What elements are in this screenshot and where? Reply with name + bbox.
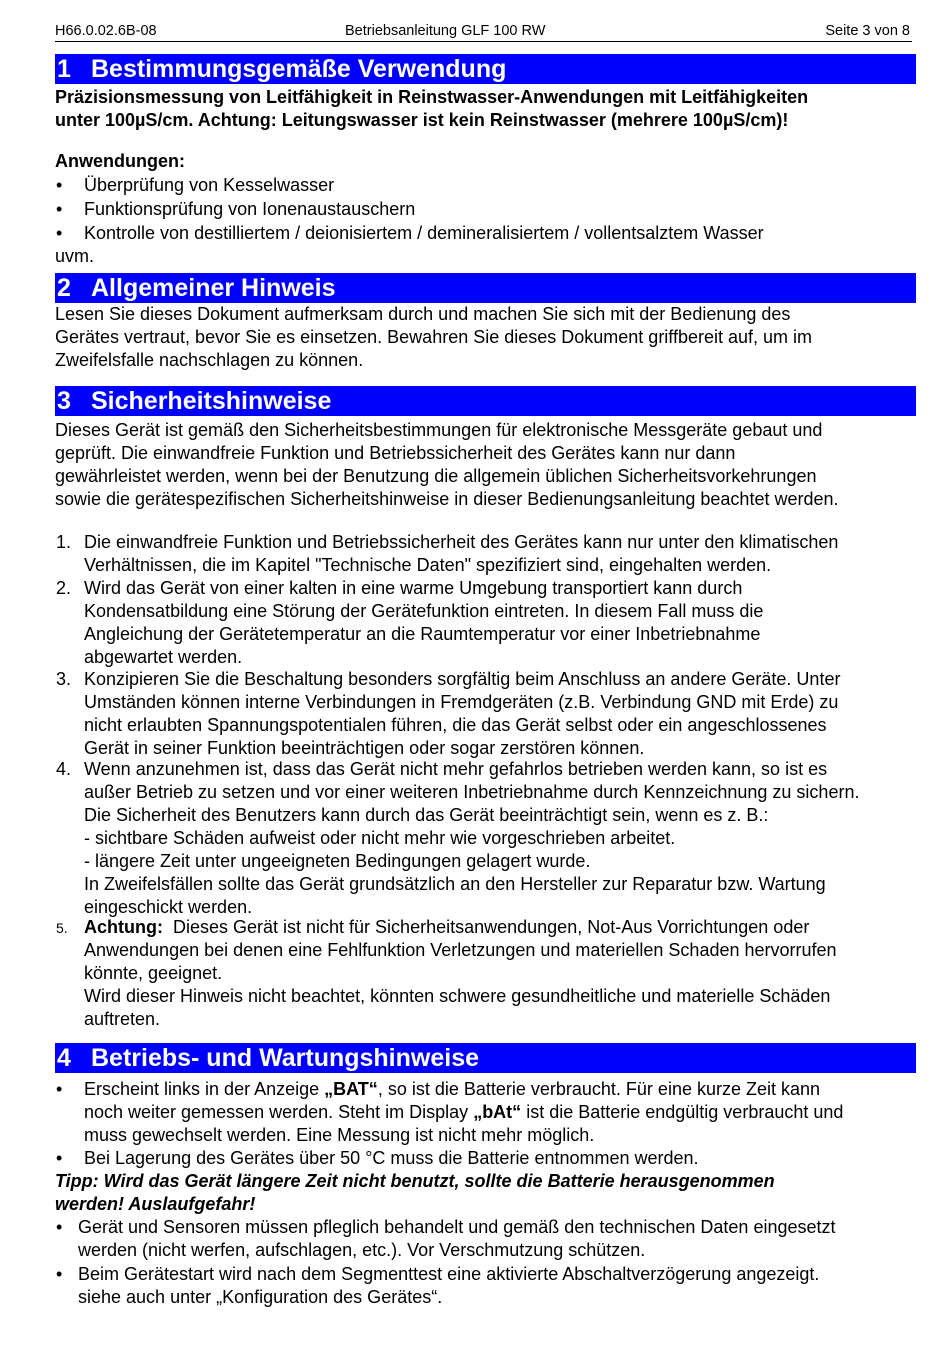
bullet-icon: • <box>56 175 63 195</box>
item-number: 1. <box>56 532 72 552</box>
text-line: Umständen können interne Verbindungen in Fremdgeräten (z.B. Verbindung GND mit Erde) zu <box>84 692 839 712</box>
text-line: Tipp: Wird das Gerät längere Zeit nicht benutzt, sollte die Batterie herausgenommen <box>55 1171 775 1191</box>
text-line: außer Betrieb zu setzen und vor einer weiteren Inbetriebnahme durch Kennzeichnung zu sichern. <box>84 782 860 802</box>
text-line: Wird das Gerät von einer kalten in eine warme Umgebung transportiert kann durch <box>84 578 743 598</box>
text-line: abgewartet werden. <box>84 647 243 667</box>
text-line: werden (nicht werfen, aufschlagen, etc.). Vor Verschmutzung schützen. <box>78 1240 646 1260</box>
section-heading-4 <box>55 1043 916 1073</box>
s3-intro <box>55 419 925 511</box>
s1-tail: uvm. <box>55 246 95 266</box>
doc-title: Betriebsanleitung GLF 100 RW <box>345 23 546 39</box>
text-line: Lesen Sie dieses Dokument aufmerksam durch und machen Sie sich mit der Bedienung des <box>55 304 791 324</box>
text-line: Wenn anzunehmen ist, dass das Gerät nicht mehr gefahrlos betrieben werden kann, so ist es <box>84 759 828 779</box>
section-heading-1 <box>55 54 916 84</box>
item-number: 2. <box>56 578 72 598</box>
text-line: Konzipieren Sie die Beschaltung besonders sorgfältig beim Anschluss an andere Geräte. Unter <box>84 669 841 689</box>
section-title: Betriebs- und Wartungshinweise <box>91 1044 480 1072</box>
item-number: 4. <box>56 759 72 779</box>
text-line: Präzisionsmessung von Leitfähigkeit in Reinstwasser-Anwendungen mit Leitfähigkeiten <box>55 87 809 107</box>
bullet-icon: • <box>56 199 63 219</box>
text-line: eingeschickt werden. <box>84 897 253 917</box>
section-title: Sicherheitshinweise <box>91 387 332 415</box>
text-line: Dieses Gerät ist gemäß den Sicherheitsbestimmungen für elektronische Messgeräte gebaut und <box>55 420 823 440</box>
bullet-icon: • <box>56 1148 63 1168</box>
bullet-icon: • <box>56 223 63 243</box>
page-number: Seite 3 von 8 <box>825 23 910 39</box>
section-number: 3 <box>57 387 71 415</box>
text-line: nicht erlaubten Spannungspotentialen führen, die das Gerät selbst oder ein angeschlossenes <box>84 715 827 735</box>
section-number: 1 <box>57 55 71 83</box>
doc-id: H66.0.02.6B-08 <box>55 23 157 39</box>
section-heading-3 <box>55 386 916 416</box>
page-header <box>55 22 912 42</box>
text-line: - sichtbare Schäden aufweist oder nicht mehr wie vorgeschrieben arbeitet. <box>84 828 676 848</box>
text-line: Wird dieser Hinweis nicht beachtet, könnten schwere gesundheitliche und materielle Schäden <box>84 986 831 1006</box>
section-number: 4 <box>57 1044 71 1072</box>
text-line: Kondensatbildung eine Störung der Gerätefunktion eintreten. In diesem Fall muss die <box>84 601 764 621</box>
bullet-icon: • <box>56 1264 63 1284</box>
text-line: In Zweifelsfällen sollte das Gerät grundsätzlich an den Hersteller zur Reparatur bzw. Wartung <box>84 874 826 894</box>
text-line: Gerätes vertraut, bevor Sie es einsetzen. Bewahren Sie dieses Dokument griffbereit auf, um im <box>55 327 813 347</box>
text-line: könnte, geeignet. <box>84 963 223 983</box>
tip-note <box>55 1170 925 1216</box>
bat-indicator: „BAT“ <box>324 1079 378 1099</box>
text-line: gewährleistet werden, wenn bei der Benutzung die allgemein üblichen Sicherheitsvorkehrungen <box>55 466 817 486</box>
text-line: noch weiter gemessen werden. Steht im Display „bAt“ ist die Batterie endgültig verbraucht und <box>84 1102 844 1122</box>
text-line: geprüft. Die einwandfreie Funktion und Betriebssicherheit des Gerätes kann nur dann <box>55 443 736 463</box>
s2-body <box>55 303 925 372</box>
text-line: Anwendungen bei denen eine Fehlfunktion Verletzungen und materiellen Schaden hervorrufen <box>84 940 837 960</box>
warning-lead: Achtung: <box>84 917 163 937</box>
text-line: Angleichung der Gerätetemperatur an die Raumtemperatur vor einer Inbetriebnahme <box>84 624 761 644</box>
text-line: Die Sicherheit des Benutzers kann durch das Gerät beeinträchtigt sein, wenn es z. B.: <box>84 805 769 825</box>
text-line: Die einwandfreie Funktion und Betriebssicherheit des Gerätes kann nur unter den klimatischen <box>84 532 839 552</box>
bullet-icon: • <box>56 1079 63 1099</box>
item-number: 5. <box>56 920 68 936</box>
item-number: 3. <box>56 669 72 689</box>
s1-intro <box>55 86 925 132</box>
text-line: Achtung: Dieses Gerät ist nicht für Sicherheitsanwendungen, Not-Aus Vorrichtungen oder <box>84 917 810 937</box>
text-line: werden! Auslaufgefahr! <box>55 1194 256 1214</box>
text-line: Verhältnissen, die im Kapitel "Technische Daten" spezifiziert sind, eingehalten werden. <box>84 555 772 575</box>
bat-indicator-lowercase: „bAt“ <box>473 1102 522 1122</box>
text-line: sowie die gerätespezifischen Sicherheitshinweise in dieser Bedienungsanleitung beachtet werden. <box>55 489 839 509</box>
applications-label: Anwendungen: <box>55 151 185 171</box>
section-title: Bestimmungsgemäße Verwendung <box>91 55 507 83</box>
text-line: unter 100µS/cm. Achtung: Leitungswasser ist kein Reinstwasser (mehrere 100µS/cm)! <box>55 110 789 130</box>
text-line: Zweifelsfalle nachschlagen zu können. <box>55 350 364 370</box>
text-line: auftreten. <box>84 1009 161 1029</box>
text-line: - längere Zeit unter ungeeigneten Bedingungen gelagert wurde. <box>84 851 591 871</box>
text-line: muss gewechselt werden. Eine Messung ist nicht mehr möglich. <box>84 1125 595 1145</box>
section-title: Allgemeiner Hinweis <box>91 274 336 302</box>
text-line: Erscheint links in der Anzeige „BAT“, so ist die Batterie verbraucht. Für eine kurze Zeit kann <box>84 1079 821 1099</box>
bullet-icon: • <box>56 1217 63 1237</box>
text-line: Gerät in seiner Funktion beeinträchtigen oder sogar zerstören können. <box>84 738 645 758</box>
text-line: siehe auch unter „Konfiguration des Gerätes“. <box>78 1287 443 1307</box>
section-number: 2 <box>57 274 71 302</box>
section-heading-2 <box>55 273 916 303</box>
text-line: Beim Gerätestart wird nach dem Segmenttest eine aktivierte Abschaltverzögerung angezeigt. <box>78 1264 820 1284</box>
text-line: Gerät und Sensoren müssen pfleglich behandelt und gemäß den technischen Daten eingesetzt <box>78 1217 836 1237</box>
